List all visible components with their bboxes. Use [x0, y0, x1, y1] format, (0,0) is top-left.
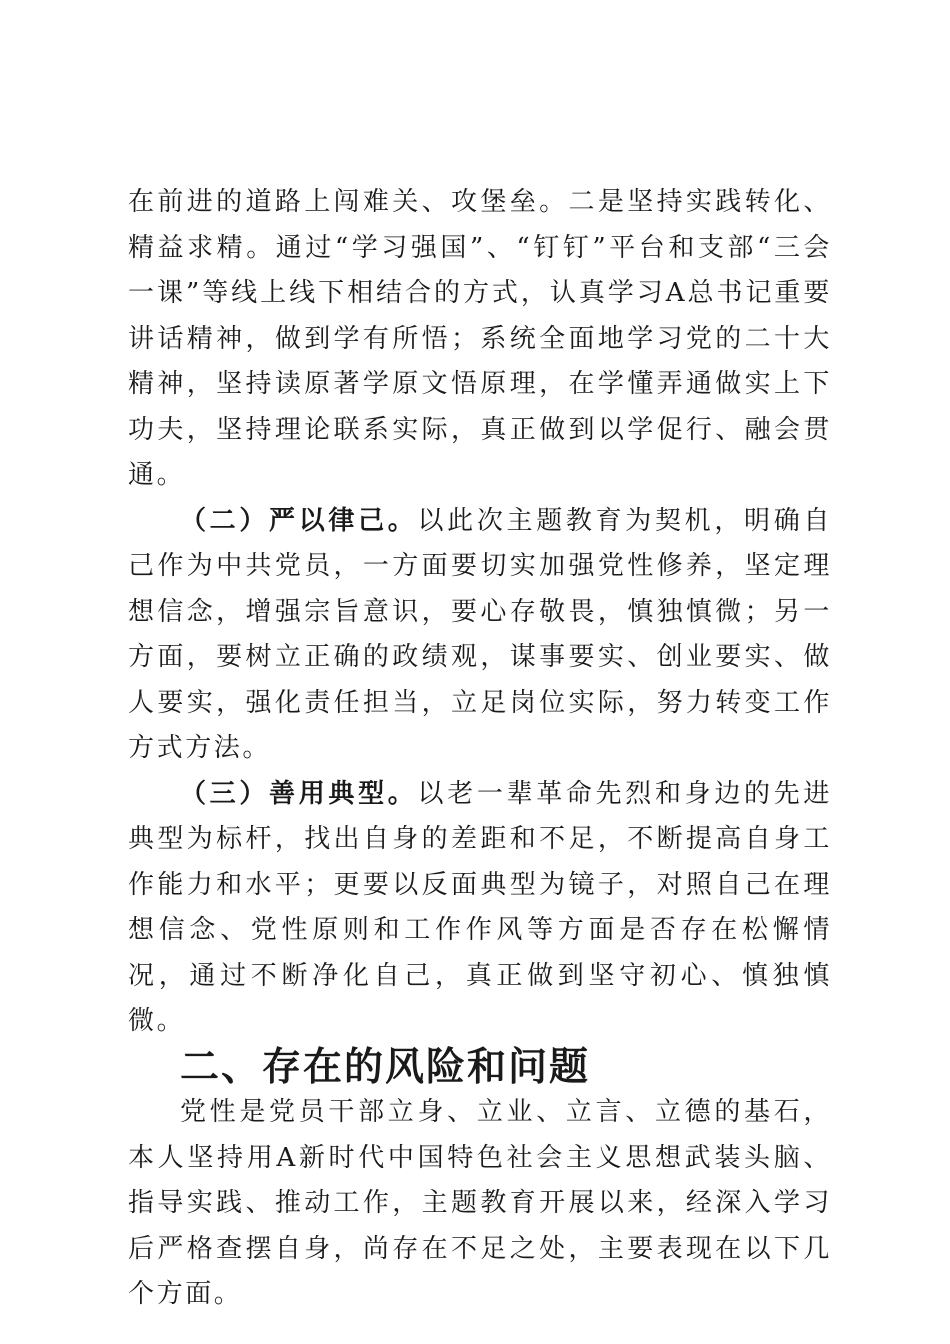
paragraph-text: 在前进的道路上闯难关、攻堡垒。二是坚持实践转化、精益求精。通过“学习强国”、“钉钉”平台和支部“三会一课”等线上线下相结合的方式，认真学习A总书记重要讲话精神，做到学有所悟；系统全面地学习党的二十大精神，坚持读原著学原文悟原理，在学懂弄通做实上下功夫，坚持理论联系实际，真正做到以学促行、融会贯通。 [128, 187, 832, 490]
paragraph-text: 以此次主题教育为契机，明确自己作为中共党员，一方面要切实加强党性修养，坚定理想信念，增强宗旨意识，要心存敬畏，慎独慎微；另一方面，要树立正确的政绩观，谋事要实、创业要实、做人要实，强化责任担当，立足岗位实际，努力转变工作方式方法。 [128, 505, 832, 763]
paragraph-self-discipline [128, 499, 832, 772]
paragraph-use-models [128, 772, 832, 1045]
paragraph-continuation [128, 180, 832, 499]
paragraph-closing [128, 1090, 832, 1318]
paragraph-text: 党性是党员干部立身、立业、立言、立德的基石，本人坚持用A新时代中国特色社会主义思想武装头脑、指导实践、推动工作，主题教育开展以来，经深入学习后严格查摆自身，尚存在不足之处，主要表现在以下几个方面。 [128, 1097, 832, 1309]
paragraph-lead: （二）严以律己。 [180, 505, 418, 536]
paragraph-text: 以老一辈革命先烈和身边的先进典型为标杆，找出自身的差距和不足，不断提高自身工作能力和水平；更要以反面典型为镜子，对照自己在理想信念、党性原则和工作作风等方面是否存在松懈情况，通过不断净化自己，真正做到坚守初心、慎独慎微。 [128, 778, 832, 1036]
document-page [128, 180, 832, 1318]
section-heading: 二、存在的风险和问题 [180, 1044, 591, 1090]
paragraph-lead: （三）善用典型。 [180, 778, 418, 809]
